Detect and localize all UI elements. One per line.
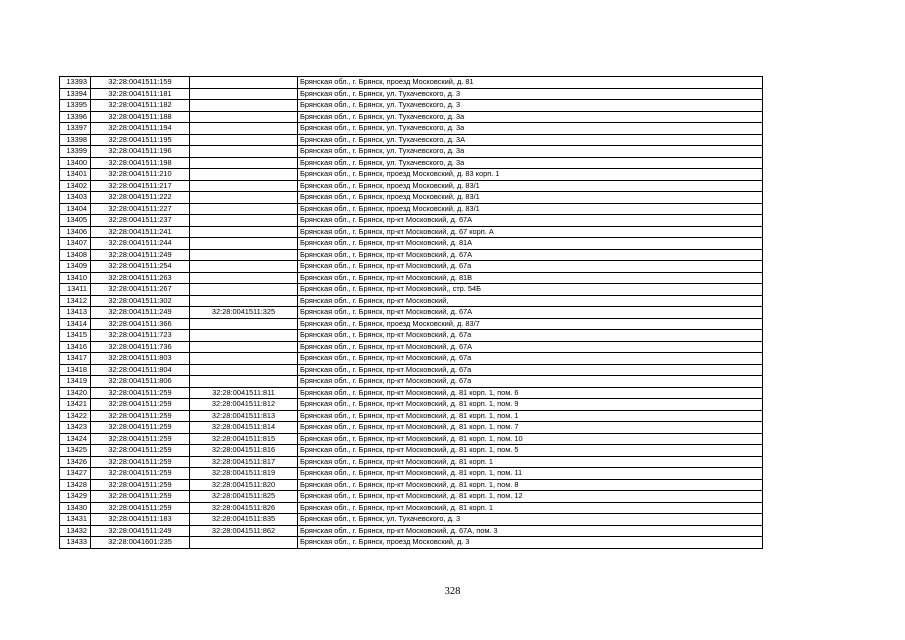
table-row bbox=[60, 284, 763, 296]
row-number-cell: 13397 bbox=[60, 123, 91, 135]
object-number-cell bbox=[190, 146, 298, 158]
cadastral-number-cell: 32:28:0041511:259 bbox=[91, 456, 190, 468]
cadastral-number-cell: 32:28:0041511:227 bbox=[91, 203, 190, 215]
table-row bbox=[60, 318, 763, 330]
cadastral-number-cell: 32:28:0041511:259 bbox=[91, 502, 190, 514]
cadastral-number-cell: 32:28:0041511:249 bbox=[91, 249, 190, 261]
table-row bbox=[60, 134, 763, 146]
cadastral-number-cell: 32:28:0041511:195 bbox=[91, 134, 190, 146]
table-row bbox=[60, 537, 763, 549]
address-cell: Брянская обл., г. Брянск, проезд Московский, д. 83 корп. 1 bbox=[298, 169, 763, 181]
address-cell: Брянская обл., г. Брянск, проезд Московский, д. 83/7 bbox=[298, 318, 763, 330]
cadastral-number-cell: 32:28:0041511:210 bbox=[91, 169, 190, 181]
object-number-cell bbox=[190, 180, 298, 192]
cadastral-number-cell: 32:28:0041511:244 bbox=[91, 238, 190, 250]
object-number-cell bbox=[190, 249, 298, 261]
object-number-cell bbox=[190, 88, 298, 100]
address-cell: Брянская обл., г. Брянск, проезд Московский, д. 83/1 bbox=[298, 203, 763, 215]
table-row bbox=[60, 353, 763, 365]
cadastral-number-cell: 32:28:0041511:806 bbox=[91, 376, 190, 388]
object-number-cell: 32:28:0041511:820 bbox=[190, 479, 298, 491]
table-row bbox=[60, 491, 763, 503]
row-number-cell: 13411 bbox=[60, 284, 91, 296]
table-row bbox=[60, 88, 763, 100]
cadastral-number-cell: 32:28:0041511:267 bbox=[91, 284, 190, 296]
row-number-cell: 13405 bbox=[60, 215, 91, 227]
cadastral-number-cell: 32:28:0041511:259 bbox=[91, 399, 190, 411]
cadastral-number-cell: 32:28:0041511:259 bbox=[91, 433, 190, 445]
address-cell: Брянская обл., г. Брянск, пр-кт Московский, д. 67а bbox=[298, 261, 763, 273]
address-cell: Брянская обл., г. Брянск, пр-кт Московский, д. 67а bbox=[298, 353, 763, 365]
row-number-cell: 13409 bbox=[60, 261, 91, 273]
cadastral-number-cell: 32:28:0041511:188 bbox=[91, 111, 190, 123]
object-number-cell bbox=[190, 318, 298, 330]
cadastral-number-cell: 32:28:0041511:217 bbox=[91, 180, 190, 192]
object-number-cell: 32:28:0041511:819 bbox=[190, 468, 298, 480]
row-number-cell: 13416 bbox=[60, 341, 91, 353]
address-cell: Брянская обл., г. Брянск, пр-кт Московский, д. 81 корп. 1, пом. 1 bbox=[298, 410, 763, 422]
object-number-cell bbox=[190, 238, 298, 250]
object-number-cell: 32:28:0041511:825 bbox=[190, 491, 298, 503]
object-number-cell bbox=[190, 100, 298, 112]
row-number-cell: 13402 bbox=[60, 180, 91, 192]
object-number-cell: 32:28:0041511:816 bbox=[190, 445, 298, 457]
cadastral-number-cell: 32:28:0041511:259 bbox=[91, 387, 190, 399]
object-number-cell: 32:28:0041511:835 bbox=[190, 514, 298, 526]
row-number-cell: 13400 bbox=[60, 157, 91, 169]
row-number-cell: 13412 bbox=[60, 295, 91, 307]
address-cell: Брянская обл., г. Брянск, пр-кт Московский, д. 81 корп. 1, пом. 6 bbox=[298, 387, 763, 399]
address-cell: Брянская обл., г. Брянск, пр-кт Московский, д. 67А, пом. 3 bbox=[298, 525, 763, 537]
address-cell: Брянская обл., г. Брянск, пр-кт Московский, д. 81 корп. 1, пом. 10 bbox=[298, 433, 763, 445]
object-number-cell bbox=[190, 284, 298, 296]
address-cell: Брянская обл., г. Брянск, проезд Московский, д. 3 bbox=[298, 537, 763, 549]
table-row bbox=[60, 399, 763, 411]
address-cell: Брянская обл., г. Брянск, пр-кт Московский, д. 81 корп. 1, пом. 8 bbox=[298, 479, 763, 491]
row-number-cell: 13396 bbox=[60, 111, 91, 123]
address-cell: Брянская обл., г. Брянск, пр-кт Московский, д. 81 корп. 1, пом. 7 bbox=[298, 422, 763, 434]
address-cell: Брянская обл., г. Брянск, ул. Тухачевского, д. 3а bbox=[298, 123, 763, 135]
object-number-cell: 32:28:0041511:813 bbox=[190, 410, 298, 422]
cadastral-number-cell: 32:28:0041511:804 bbox=[91, 364, 190, 376]
address-cell: Брянская обл., г. Брянск, ул. Тухачевского, д. 3а bbox=[298, 146, 763, 158]
row-number-cell: 13432 bbox=[60, 525, 91, 537]
row-number-cell: 13431 bbox=[60, 514, 91, 526]
table-row bbox=[60, 330, 763, 342]
row-number-cell: 13427 bbox=[60, 468, 91, 480]
table-row bbox=[60, 307, 763, 319]
address-cell: Брянская обл., г. Брянск, пр-кт Московский, д. 67А bbox=[298, 249, 763, 261]
cadastral-number-cell: 32:28:0041511:183 bbox=[91, 514, 190, 526]
address-cell: Брянская обл., г. Брянск, ул. Тухачевского, д. 3 bbox=[298, 100, 763, 112]
row-number-cell: 13404 bbox=[60, 203, 91, 215]
address-cell: Брянская обл., г. Брянск, проезд Московский, д. 81 bbox=[298, 77, 763, 89]
row-number-cell: 13399 bbox=[60, 146, 91, 158]
cadastral-number-cell: 32:28:0041511:803 bbox=[91, 353, 190, 365]
row-number-cell: 13398 bbox=[60, 134, 91, 146]
cadastral-number-cell: 32:28:0041511:237 bbox=[91, 215, 190, 227]
address-cell: Брянская обл., г. Брянск, пр-кт Московский, д. 67А bbox=[298, 341, 763, 353]
table-row bbox=[60, 226, 763, 238]
table-row bbox=[60, 157, 763, 169]
object-number-cell bbox=[190, 353, 298, 365]
row-number-cell: 13414 bbox=[60, 318, 91, 330]
row-number-cell: 13428 bbox=[60, 479, 91, 491]
cadastral-number-cell: 32:28:0041511:198 bbox=[91, 157, 190, 169]
object-number-cell: 32:28:0041511:817 bbox=[190, 456, 298, 468]
address-cell: Брянская обл., г. Брянск, пр-кт Московский, д. 67А bbox=[298, 307, 763, 319]
table-row bbox=[60, 341, 763, 353]
address-cell: Брянская обл., г. Брянск, пр-кт Московский, д. 81А bbox=[298, 238, 763, 250]
table-row bbox=[60, 77, 763, 89]
address-cell: Брянская обл., г. Брянск, ул. Тухачевского, д. 3а bbox=[298, 111, 763, 123]
table-row bbox=[60, 111, 763, 123]
cadastral-number-cell: 32:28:0041511:182 bbox=[91, 100, 190, 112]
row-number-cell: 13429 bbox=[60, 491, 91, 503]
address-cell: Брянская обл., г. Брянск, пр-кт Московский, д. 67а bbox=[298, 364, 763, 376]
table-row bbox=[60, 261, 763, 273]
row-number-cell: 13406 bbox=[60, 226, 91, 238]
row-number-cell: 13417 bbox=[60, 353, 91, 365]
object-number-cell bbox=[190, 215, 298, 227]
address-cell: Брянская обл., г. Брянск, пр-кт Московский, д. 81 корп. 1, пом. 11 bbox=[298, 468, 763, 480]
object-number-cell bbox=[190, 169, 298, 181]
row-number-cell: 13418 bbox=[60, 364, 91, 376]
row-number-cell: 13420 bbox=[60, 387, 91, 399]
address-cell: Брянская обл., г. Брянск, ул. Тухачевского, д. 3 bbox=[298, 514, 763, 526]
table-row bbox=[60, 456, 763, 468]
address-cell: Брянская обл., г. Брянск, ул. Тухачевского, д. 3 bbox=[298, 88, 763, 100]
object-number-cell bbox=[190, 77, 298, 89]
table-row bbox=[60, 410, 763, 422]
table-row bbox=[60, 123, 763, 135]
object-number-cell bbox=[190, 226, 298, 238]
object-number-cell bbox=[190, 123, 298, 135]
row-number-cell: 13423 bbox=[60, 422, 91, 434]
table-row bbox=[60, 146, 763, 158]
row-number-cell: 13433 bbox=[60, 537, 91, 549]
object-number-cell bbox=[190, 272, 298, 284]
cadastral-number-cell: 32:28:0041511:249 bbox=[91, 307, 190, 319]
table-row bbox=[60, 215, 763, 227]
table-row bbox=[60, 364, 763, 376]
page-number: 328 bbox=[444, 586, 461, 597]
object-number-cell bbox=[190, 364, 298, 376]
row-number-cell: 13421 bbox=[60, 399, 91, 411]
table-row bbox=[60, 479, 763, 491]
row-number-cell: 13393 bbox=[60, 77, 91, 89]
object-number-cell bbox=[190, 203, 298, 215]
address-cell: Брянская обл., г. Брянск, пр-кт Московский, bbox=[298, 295, 763, 307]
table-row bbox=[60, 514, 763, 526]
address-cell: Брянская обл., г. Брянск, пр-кт Московский, д. 81 корп. 1 bbox=[298, 502, 763, 514]
table-row bbox=[60, 376, 763, 388]
cadastral-number-cell: 32:28:0041511:259 bbox=[91, 422, 190, 434]
row-number-cell: 13395 bbox=[60, 100, 91, 112]
object-number-cell: 32:28:0041511:325 bbox=[190, 307, 298, 319]
cadastral-number-cell: 32:28:0041511:723 bbox=[91, 330, 190, 342]
row-number-cell: 13415 bbox=[60, 330, 91, 342]
cadastral-number-cell: 32:28:0041511:736 bbox=[91, 341, 190, 353]
cadastral-number-cell: 32:28:0041511:259 bbox=[91, 491, 190, 503]
table-row bbox=[60, 203, 763, 215]
table-row bbox=[60, 422, 763, 434]
cadastral-number-cell: 32:28:0041511:254 bbox=[91, 261, 190, 273]
table-row bbox=[60, 445, 763, 457]
table-row bbox=[60, 100, 763, 112]
address-cell: Брянская обл., г. Брянск, пр-кт Московский, д. 67 корп. А bbox=[298, 226, 763, 238]
row-number-cell: 13430 bbox=[60, 502, 91, 514]
object-number-cell bbox=[190, 295, 298, 307]
cadastral-number-cell: 32:28:0041511:159 bbox=[91, 77, 190, 89]
object-number-cell: 32:28:0041511:826 bbox=[190, 502, 298, 514]
cadastral-table-body bbox=[60, 77, 763, 549]
row-number-cell: 13407 bbox=[60, 238, 91, 250]
cadastral-number-cell: 32:28:0041511:259 bbox=[91, 479, 190, 491]
table-row bbox=[60, 387, 763, 399]
address-cell: Брянская обл., г. Брянск, пр-кт Московский, д. 81 корп. 1, пом. 5 bbox=[298, 445, 763, 457]
address-cell: Брянская обл., г. Брянск, пр-кт Московский, д. 67А bbox=[298, 215, 763, 227]
object-number-cell bbox=[190, 134, 298, 146]
object-number-cell: 32:28:0041511:811 bbox=[190, 387, 298, 399]
cadastral-number-cell: 32:28:0041511:194 bbox=[91, 123, 190, 135]
row-number-cell: 13403 bbox=[60, 192, 91, 204]
table-row bbox=[60, 433, 763, 445]
table-row bbox=[60, 192, 763, 204]
object-number-cell bbox=[190, 111, 298, 123]
row-number-cell: 13426 bbox=[60, 456, 91, 468]
address-cell: Брянская обл., г. Брянск, ул. Тухачевского, д. 3а bbox=[298, 157, 763, 169]
address-cell: Брянская обл., г. Брянск, пр-кт Московский,, стр. 54Б bbox=[298, 284, 763, 296]
cadastral-number-cell: 32:28:0041511:259 bbox=[91, 445, 190, 457]
object-number-cell bbox=[190, 261, 298, 273]
address-cell: Брянская обл., г. Брянск, пр-кт Московский, д. 81 корп. 1, пом. 9 bbox=[298, 399, 763, 411]
row-number-cell: 13410 bbox=[60, 272, 91, 284]
cadastral-number-cell: 32:28:0041511:366 bbox=[91, 318, 190, 330]
cadastral-number-cell: 32:28:0041511:259 bbox=[91, 468, 190, 480]
table-row bbox=[60, 468, 763, 480]
cadastral-number-cell: 32:28:0041511:241 bbox=[91, 226, 190, 238]
cadastral-number-cell: 32:28:0041511:181 bbox=[91, 88, 190, 100]
row-number-cell: 13394 bbox=[60, 88, 91, 100]
row-number-cell: 13424 bbox=[60, 433, 91, 445]
row-number-cell: 13401 bbox=[60, 169, 91, 181]
object-number-cell bbox=[190, 376, 298, 388]
cadastral-number-cell: 32:28:0041601:235 bbox=[91, 537, 190, 549]
address-cell: Брянская обл., г. Брянск, проезд Московский, д. 83/1 bbox=[298, 180, 763, 192]
object-number-cell: 32:28:0041511:814 bbox=[190, 422, 298, 434]
object-number-cell: 32:28:0041511:815 bbox=[190, 433, 298, 445]
table-row bbox=[60, 502, 763, 514]
cadastral-number-cell: 32:28:0041511:196 bbox=[91, 146, 190, 158]
cadastral-number-cell: 32:28:0041511:302 bbox=[91, 295, 190, 307]
table-row bbox=[60, 272, 763, 284]
cadastral-number-cell: 32:28:0041511:263 bbox=[91, 272, 190, 284]
address-cell: Брянская обл., г. Брянск, пр-кт Московский, д. 67а bbox=[298, 330, 763, 342]
table-row bbox=[60, 169, 763, 181]
row-number-cell: 13413 bbox=[60, 307, 91, 319]
object-number-cell bbox=[190, 341, 298, 353]
row-number-cell: 13425 bbox=[60, 445, 91, 457]
row-number-cell: 13422 bbox=[60, 410, 91, 422]
address-cell: Брянская обл., г. Брянск, пр-кт Московский, д. 81 корп. 1 bbox=[298, 456, 763, 468]
cadastral-number-cell: 32:28:0041511:259 bbox=[91, 410, 190, 422]
cadastral-number-cell: 32:28:0041511:249 bbox=[91, 525, 190, 537]
object-number-cell: 32:28:0041511:862 bbox=[190, 525, 298, 537]
cadastral-table bbox=[59, 76, 763, 549]
object-number-cell bbox=[190, 157, 298, 169]
address-cell: Брянская обл., г. Брянск, ул. Тухачевского, д. 3А bbox=[298, 134, 763, 146]
row-number-cell: 13408 bbox=[60, 249, 91, 261]
address-cell: Брянская обл., г. Брянск, пр-кт Московский, д. 81В bbox=[298, 272, 763, 284]
object-number-cell bbox=[190, 192, 298, 204]
row-number-cell: 13419 bbox=[60, 376, 91, 388]
address-cell: Брянская обл., г. Брянск, проезд Московский, д. 83/1 bbox=[298, 192, 763, 204]
address-cell: Брянская обл., г. Брянск, пр-кт Московский, д. 67а bbox=[298, 376, 763, 388]
object-number-cell bbox=[190, 537, 298, 549]
table-row bbox=[60, 238, 763, 250]
table-row bbox=[60, 180, 763, 192]
table-row bbox=[60, 249, 763, 261]
object-number-cell: 32:28:0041511:812 bbox=[190, 399, 298, 411]
object-number-cell bbox=[190, 330, 298, 342]
table-row bbox=[60, 295, 763, 307]
table-row bbox=[60, 525, 763, 537]
address-cell: Брянская обл., г. Брянск, пр-кт Московский, д. 81 корп. 1, пом. 12 bbox=[298, 491, 763, 503]
cadastral-number-cell: 32:28:0041511:222 bbox=[91, 192, 190, 204]
